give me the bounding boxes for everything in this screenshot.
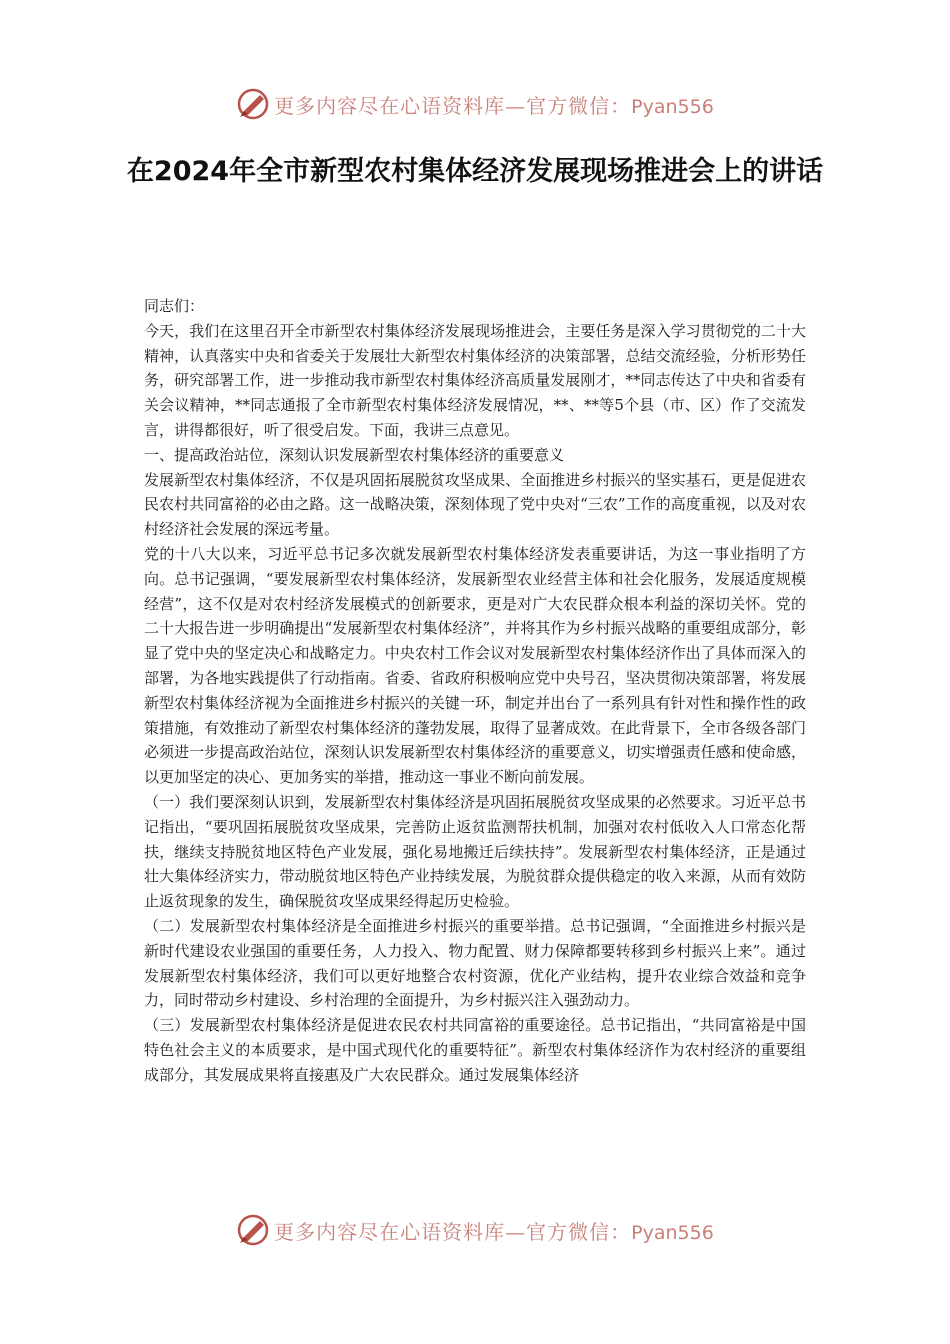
paragraph: （三）发展新型农村集体经济是促进农民农村共同富裕的重要途径。总书记指出，“共同富裕是中国特色社会主义的本质要求，是中国式现代化的重要特征”。新型农村集体经济作为农村经济的重要组成部分，其发展成果将直接惠及广大农民群众。通过发展集体经济 xyxy=(144,1016,806,1084)
page-title: 在2024年全市新型农村集体经济发展现场推进会上的讲话 xyxy=(126,156,824,187)
footer-watermark-banner xyxy=(0,1210,950,1250)
pen-logo-icon xyxy=(236,87,270,121)
watermark-text: 更多内容尽在心语资料库—官方微信：Pyan556 xyxy=(274,1219,714,1244)
paragraph: 党的十八大以来，习近平总书记多次就发展新型农村集体经济发表重要讲话，为这一事业指明了方向。总书记强调，“要发展新型农村集体经济，发展新型农业经营主体和社会化服务，发展适度规模经营”，这不仅是对农村经济发展模式的创新要求，更是对广大农民群众根本利益的深切关怀。党的二十大报告进一步明确提出“发展新型农村集体经济”，并将其作为乡村振兴战略的重要组成部分，彰显了党中央的坚定决心和战略定力。中央农村工作会议对发展新型农村集体经济作出了具体而深入的部署，为各地实践提供了行动指南。省委、省政府积极响应党中央号召，坚决贯彻决策部署，将发展新型农村集体经济视为全面推进乡村振兴的关键一环，制定并出台了一系列具有针对性和操作性的政策措施，有效推动了新型农村集体经济的蓬勃发展，取得了显著成效。在此背景下，全市各级各部门必须进一步提高政治站位，深刻认识发展新型农村集体经济的重要意义，切实增强责任感和使命感，以更加坚定的决心、更加务实的举措，推动这一事业不断向前发展。 xyxy=(144,544,806,787)
paragraph: （二）发展新型农村集体经济是全面推进乡村振兴的重要举措。总书记强调，“全面推进乡村振兴是新时代建设农业强国的重要任务，人力投入、物力配置、财力保障都要转移到乡村振兴上来”。通过发展新型农村集体经济，我们可以更好地整合农村资源，优化产业结构，提升农业综合效益和竞争力，同时带动乡村建设、乡村治理的全面提升，为乡村振兴注入强劲动力。 xyxy=(144,916,806,1010)
wechat-id: Pyan556 xyxy=(631,1221,714,1244)
pen-logo-icon xyxy=(236,1213,270,1247)
watermark-text: 更多内容尽在心语资料库—官方微信：Pyan556 xyxy=(274,93,714,118)
header-watermark-banner xyxy=(0,84,950,124)
salutation: 同志们： xyxy=(144,297,205,315)
paragraph: （一）我们要深刻认识到，发展新型农村集体经济是巩固拓展脱贫攻坚成果的必然要求。习近平总书记指出，“要巩固拓展脱贫攻坚成果，完善防止返贫监测帮扶机制，加强对农村低收入人口常态化帮扶，继续支持脱贫地区特色产业发展，强化易地搬迁后续扶持”。发展新型农村集体经济，正是通过壮大集体经济实力，带动脱贫地区特色产业持续发展，为脱贫群众提供稳定的收入来源，从而有效防止返贫现象的发生，确保脱贫攻坚成果经得起历史检验。 xyxy=(144,792,806,911)
paragraph: 发展新型农村集体经济，不仅是巩固拓展脱贫攻坚成果、全面推进乡村振兴的坚实基石，更是促进农民农村共同富裕的必由之路。这一战略决策，深刻体现了党中央对“三农”工作的高度重视，以及对农村经济社会发展的深远考量。 xyxy=(144,470,806,539)
section-heading: 一、提高政治站位，深刻认识发展新型农村集体经济的重要意义 xyxy=(144,445,565,464)
wechat-id: Pyan556 xyxy=(631,95,714,118)
document-body xyxy=(144,294,806,1088)
paragraph: 今天，我们在这里召开全市新型农村集体经济发展现场推进会，主要任务是深入学习贯彻党的二十大精神，认真落实中央和省委关于发展壮大新型农村集体经济的决策部署，总结交流经验，分析形势任务，研究部署工作，进一步推动我市新型农村集体经济高质量发展刚才，**同志传达了中央和省委有关会议精神，**同志通报了全市新型农村集体经济发展情况，**、**等5个县（市、区）作了交流发言，讲得都很好，听了很受启发。下面，我讲三点意见。 xyxy=(144,321,806,439)
